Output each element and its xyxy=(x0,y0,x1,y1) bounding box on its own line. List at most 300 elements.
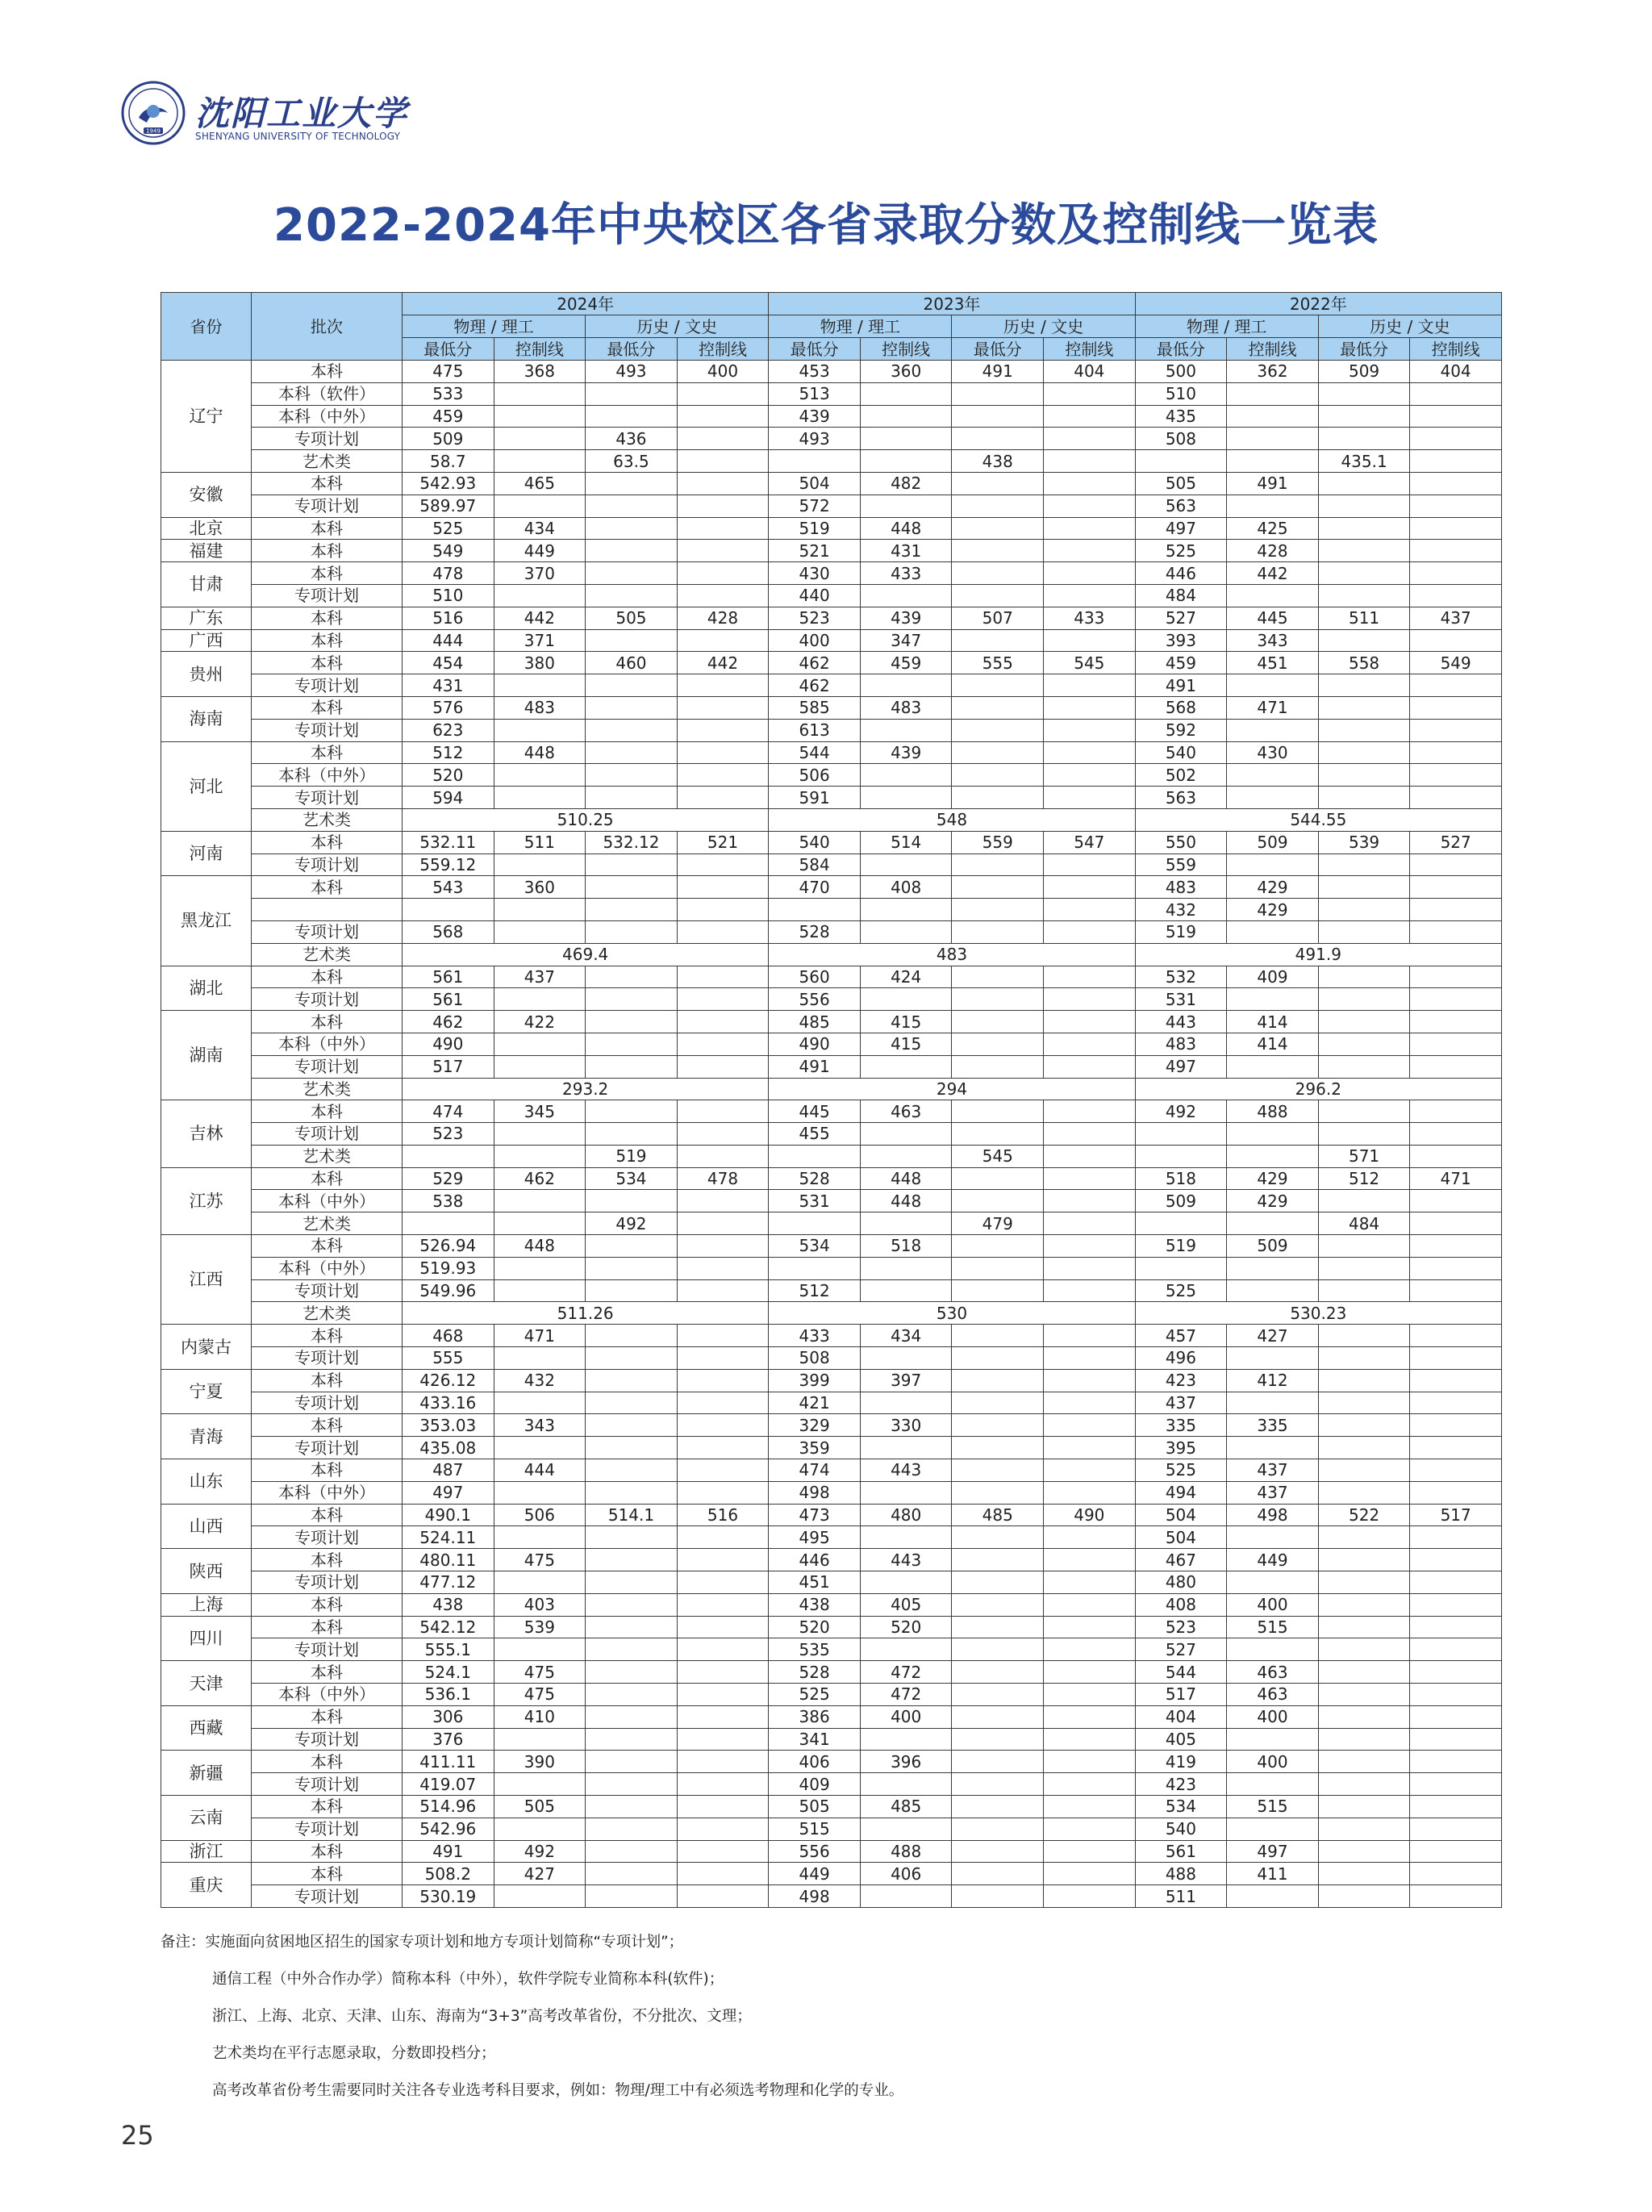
score-cell: 542.96 xyxy=(403,1818,494,1840)
score-cell xyxy=(677,1033,769,1055)
score-cell xyxy=(1318,495,1410,517)
score-cell: 506 xyxy=(769,764,861,787)
score-cell: 459 xyxy=(403,405,494,428)
batch-cell: 本科 xyxy=(252,696,403,719)
score-cell: 525 xyxy=(403,517,494,540)
score-cell: 424 xyxy=(860,966,952,988)
batch-cell: 本科 xyxy=(252,1840,403,1863)
score-cell: 473 xyxy=(769,1504,861,1526)
score-cell: 515 xyxy=(769,1818,861,1840)
score-cell: 519 xyxy=(769,517,861,540)
score-cell: 491 xyxy=(1227,472,1319,495)
score-cell xyxy=(494,853,586,876)
table-row xyxy=(161,1616,1502,1638)
score-cell xyxy=(494,1571,586,1594)
score-cell xyxy=(952,495,1044,517)
score-cell: 457 xyxy=(1135,1325,1227,1347)
score-cell xyxy=(586,1773,678,1796)
score-cell xyxy=(1227,584,1319,607)
score-cell: 502 xyxy=(1135,764,1227,787)
score-cell: 433 xyxy=(769,1325,861,1347)
score-cell xyxy=(1227,674,1319,697)
table-row xyxy=(161,920,1502,943)
score-cell: 472 xyxy=(860,1684,952,1706)
score-cell xyxy=(586,1347,678,1370)
score-cell xyxy=(1318,472,1410,495)
score-cell: 419.07 xyxy=(403,1773,494,1796)
score-cell: 435.08 xyxy=(403,1437,494,1459)
province-cell: 宁夏 xyxy=(161,1369,252,1414)
score-cell: 432 xyxy=(1135,899,1227,921)
score-cell xyxy=(1318,1885,1410,1908)
score-cell: 591 xyxy=(769,787,861,809)
score-cell: 529 xyxy=(403,1167,494,1190)
table-row xyxy=(161,1863,1502,1885)
score-cell: 549.96 xyxy=(403,1279,494,1302)
score-cell xyxy=(1318,405,1410,428)
score-cell: 493 xyxy=(586,361,678,383)
score-cell: 517 xyxy=(1135,1684,1227,1706)
score-cell: 399 xyxy=(769,1369,861,1392)
score-cell: 545 xyxy=(952,1145,1044,1167)
table-row xyxy=(161,1818,1502,1840)
score-cell: 445 xyxy=(769,1100,861,1123)
score-cell: 400 xyxy=(677,361,769,383)
score-cell xyxy=(860,1818,952,1840)
score-cell xyxy=(677,1728,769,1751)
score-cell xyxy=(860,1885,952,1908)
score-cell: 517 xyxy=(1410,1504,1502,1526)
score-cell: 412 xyxy=(1227,1369,1319,1392)
header-track: 物理 / 理工 xyxy=(769,315,952,338)
score-cell xyxy=(1318,517,1410,540)
score-cell: 526.94 xyxy=(403,1235,494,1258)
score-cell xyxy=(1318,1100,1410,1123)
header-col: 控制线 xyxy=(494,338,586,361)
score-cell: 545 xyxy=(1044,652,1136,674)
batch-cell: 本科 xyxy=(252,1325,403,1347)
score-cell xyxy=(952,1325,1044,1347)
score-cell xyxy=(677,1392,769,1414)
batch-cell: 艺术类 xyxy=(252,808,403,831)
score-cell xyxy=(677,1437,769,1459)
score-cell xyxy=(677,1100,769,1123)
score-cell: 556 xyxy=(769,988,861,1011)
score-cell: 498 xyxy=(769,1885,861,1908)
score-cell: 571 xyxy=(1318,1145,1410,1167)
score-cell xyxy=(1227,495,1319,517)
score-cell xyxy=(677,1481,769,1504)
score-cell: 514 xyxy=(860,831,952,853)
score-cell xyxy=(952,1123,1044,1146)
score-cell: 559 xyxy=(952,831,1044,853)
score-cell: 521 xyxy=(769,540,861,562)
score-cell xyxy=(677,1638,769,1661)
score-cell xyxy=(860,584,952,607)
score-cell xyxy=(677,1369,769,1392)
score-cell: 531 xyxy=(1135,988,1227,1011)
score-cell: 475 xyxy=(494,1549,586,1571)
score-cell xyxy=(586,1638,678,1661)
score-cell: 437 xyxy=(1135,1392,1227,1414)
score-cell xyxy=(1044,428,1136,450)
score-cell xyxy=(677,584,769,607)
score-cell xyxy=(1318,1773,1410,1796)
score-cell: 508 xyxy=(769,1347,861,1370)
score-cell xyxy=(952,1638,1044,1661)
score-cell: 430 xyxy=(1227,741,1319,764)
score-cell xyxy=(952,517,1044,540)
score-cell xyxy=(677,787,769,809)
score-cell xyxy=(586,876,678,899)
score-cell: 544 xyxy=(1135,1661,1227,1684)
score-cell xyxy=(1410,1885,1502,1908)
score-cell: 512 xyxy=(769,1279,861,1302)
batch-cell: 本科 xyxy=(252,472,403,495)
score-cell: 543 xyxy=(403,876,494,899)
score-cell: 421 xyxy=(769,1392,861,1414)
score-cell xyxy=(952,1190,1044,1212)
score-cell: 446 xyxy=(1135,562,1227,585)
province-cell: 湖南 xyxy=(161,1011,252,1100)
score-cell xyxy=(677,1863,769,1885)
score-cell xyxy=(586,382,678,405)
score-cell: 509 xyxy=(1135,1190,1227,1212)
score-cell xyxy=(494,1392,586,1414)
score-cell xyxy=(1318,719,1410,741)
table-row xyxy=(161,1325,1502,1347)
score-cell: 471 xyxy=(1227,696,1319,719)
score-cell xyxy=(860,405,952,428)
province-cell: 贵州 xyxy=(161,652,252,697)
score-cell: 428 xyxy=(1227,540,1319,562)
score-cell xyxy=(1044,1257,1136,1279)
score-cell: 563 xyxy=(1135,787,1227,809)
score-cell xyxy=(586,899,678,921)
score-cell xyxy=(586,472,678,495)
score-cell xyxy=(952,764,1044,787)
score-cell: 400 xyxy=(769,629,861,652)
score-cell: 492 xyxy=(586,1212,678,1235)
province-cell: 广西 xyxy=(161,629,252,652)
score-cell xyxy=(494,764,586,787)
score-cell: 442 xyxy=(494,607,586,629)
score-cell: 448 xyxy=(860,517,952,540)
table-row xyxy=(161,472,1502,495)
score-cell xyxy=(1410,584,1502,607)
score-cell xyxy=(1044,584,1136,607)
score-cell: 405 xyxy=(1135,1728,1227,1751)
score-cell xyxy=(1044,1818,1136,1840)
table-row xyxy=(161,1078,1502,1100)
score-cell xyxy=(1410,1481,1502,1504)
batch-cell: 本科 xyxy=(252,562,403,585)
table-row xyxy=(161,607,1502,629)
score-cell: 544 xyxy=(769,741,861,764)
table-row xyxy=(161,1773,1502,1796)
score-cell xyxy=(1044,764,1136,787)
score-cell: 435 xyxy=(1135,405,1227,428)
province-cell: 内蒙古 xyxy=(161,1325,252,1370)
batch-cell: 本科 xyxy=(252,1549,403,1571)
score-cell: 445 xyxy=(1227,607,1319,629)
header-track: 物理 / 理工 xyxy=(403,315,586,338)
score-cell xyxy=(586,495,678,517)
score-cell: 430 xyxy=(769,562,861,585)
score-cell xyxy=(403,899,494,921)
score-cell xyxy=(1044,1392,1136,1414)
score-cell xyxy=(494,450,586,473)
score-cell: 474 xyxy=(403,1100,494,1123)
score-cell xyxy=(1410,495,1502,517)
header-year: 2022年 xyxy=(1135,293,1501,315)
score-cell xyxy=(860,1123,952,1146)
score-cell xyxy=(1318,382,1410,405)
score-cell xyxy=(1410,1145,1502,1167)
score-cell xyxy=(677,540,769,562)
score-cell: 463 xyxy=(1227,1661,1319,1684)
score-cell xyxy=(586,1863,678,1885)
score-cell: 504 xyxy=(1135,1504,1227,1526)
score-cell xyxy=(677,1593,769,1616)
batch-cell: 本科（软件） xyxy=(252,382,403,405)
score-cell xyxy=(860,674,952,697)
score-cell xyxy=(586,1279,678,1302)
table-row xyxy=(161,361,1502,383)
university-seal-icon xyxy=(121,81,186,145)
score-cell xyxy=(952,629,1044,652)
score-cell xyxy=(1318,696,1410,719)
score-cell xyxy=(1044,1481,1136,1504)
score-cell: 510 xyxy=(403,584,494,607)
province-cell: 四川 xyxy=(161,1616,252,1661)
score-cell xyxy=(494,1279,586,1302)
score-cell: 496 xyxy=(1135,1347,1227,1370)
score-cell xyxy=(952,562,1044,585)
table-row xyxy=(161,382,1502,405)
score-cell xyxy=(1410,1033,1502,1055)
batch-cell: 专项计划 xyxy=(252,428,403,450)
score-cell xyxy=(952,1481,1044,1504)
batch-cell: 本科 xyxy=(252,1796,403,1818)
score-cell xyxy=(586,562,678,585)
score-cell: 488 xyxy=(860,1840,952,1863)
batch-cell: 本科 xyxy=(252,1705,403,1728)
score-cell: 443 xyxy=(1135,1011,1227,1033)
batch-cell: 本科 xyxy=(252,1011,403,1033)
score-cell: 490.1 xyxy=(403,1504,494,1526)
score-cell xyxy=(677,1235,769,1258)
score-cell: 535 xyxy=(769,1638,861,1661)
table-row xyxy=(161,876,1502,899)
score-cell: 58.7 xyxy=(403,450,494,473)
score-cell xyxy=(586,517,678,540)
score-cell xyxy=(586,1705,678,1728)
table-row xyxy=(161,1459,1502,1482)
score-cell: 520 xyxy=(769,1616,861,1638)
score-cell xyxy=(403,1145,494,1167)
score-cell: 306 xyxy=(403,1705,494,1728)
score-cell: 406 xyxy=(860,1863,952,1885)
score-cell xyxy=(860,899,952,921)
score-cell xyxy=(1135,1123,1227,1146)
score-cell: 487 xyxy=(403,1459,494,1482)
score-cell: 563 xyxy=(1135,495,1227,517)
score-cell xyxy=(677,1840,769,1863)
merged-score-cell: 544.55 xyxy=(1135,808,1501,831)
score-cell xyxy=(1227,988,1319,1011)
score-cell: 483 xyxy=(494,696,586,719)
score-cell xyxy=(1410,517,1502,540)
score-cell xyxy=(1410,629,1502,652)
score-cell xyxy=(1410,1773,1502,1796)
score-table xyxy=(161,292,1502,1908)
score-cell xyxy=(1135,1257,1227,1279)
score-cell xyxy=(677,382,769,405)
score-cell xyxy=(1410,1818,1502,1840)
score-cell xyxy=(860,382,952,405)
score-cell xyxy=(586,540,678,562)
score-cell xyxy=(1318,920,1410,943)
batch-cell: 本科（中外） xyxy=(252,1257,403,1279)
score-cell xyxy=(860,1347,952,1370)
score-cell xyxy=(677,1684,769,1706)
score-cell: 433 xyxy=(1044,607,1136,629)
score-cell xyxy=(1410,405,1502,428)
batch-cell: 本科 xyxy=(252,361,403,383)
batch-cell: 专项计划 xyxy=(252,1526,403,1549)
score-cell xyxy=(586,1100,678,1123)
score-cell: 488 xyxy=(1135,1863,1227,1885)
score-cell xyxy=(1227,1257,1319,1279)
score-cell xyxy=(677,562,769,585)
score-cell xyxy=(677,1885,769,1908)
merged-score-cell: 511.26 xyxy=(403,1302,769,1325)
province-cell: 山东 xyxy=(161,1459,252,1505)
score-cell: 484 xyxy=(1318,1212,1410,1235)
score-cell: 422 xyxy=(494,1011,586,1033)
score-cell xyxy=(677,1705,769,1728)
score-cell xyxy=(952,1257,1044,1279)
score-cell xyxy=(1227,1638,1319,1661)
score-cell: 411.11 xyxy=(403,1751,494,1773)
table-row xyxy=(161,1347,1502,1370)
score-cell xyxy=(586,1481,678,1504)
score-cell: 427 xyxy=(494,1863,586,1885)
score-cell: 512 xyxy=(403,741,494,764)
score-cell: 509 xyxy=(1227,831,1319,853)
score-cell xyxy=(586,1549,678,1571)
score-cell xyxy=(677,629,769,652)
province-cell: 新疆 xyxy=(161,1751,252,1796)
score-cell xyxy=(1044,540,1136,562)
score-cell xyxy=(1410,1369,1502,1392)
header-year: 2024年 xyxy=(403,293,769,315)
score-cell xyxy=(1318,1616,1410,1638)
score-cell xyxy=(677,405,769,428)
table-row xyxy=(161,450,1502,473)
score-cell xyxy=(1410,696,1502,719)
score-cell xyxy=(677,1011,769,1033)
score-cell: 440 xyxy=(769,584,861,607)
score-cell: 395 xyxy=(1135,1437,1227,1459)
score-cell: 500 xyxy=(1135,361,1227,383)
province-cell: 山西 xyxy=(161,1504,252,1549)
score-cell: 400 xyxy=(1227,1751,1319,1773)
score-cell: 460 xyxy=(586,652,678,674)
province-cell: 江西 xyxy=(161,1235,252,1325)
score-cell: 409 xyxy=(1227,966,1319,988)
batch-cell: 本科 xyxy=(252,1414,403,1437)
score-cell xyxy=(1044,1190,1136,1212)
score-cell: 409 xyxy=(769,1773,861,1796)
score-cell: 555 xyxy=(403,1347,494,1370)
score-cell xyxy=(1410,1190,1502,1212)
score-cell: 527 xyxy=(1135,1638,1227,1661)
score-cell xyxy=(677,1055,769,1078)
table-row xyxy=(161,1437,1502,1459)
score-cell xyxy=(1227,1437,1319,1459)
score-cell: 555.1 xyxy=(403,1638,494,1661)
score-cell: 561 xyxy=(403,988,494,1011)
table-row xyxy=(161,1123,1502,1146)
score-cell xyxy=(1410,1661,1502,1684)
score-cell: 559.12 xyxy=(403,853,494,876)
score-cell: 491 xyxy=(769,1055,861,1078)
score-cell xyxy=(1227,1885,1319,1908)
score-cell xyxy=(586,719,678,741)
table-row xyxy=(161,1369,1502,1392)
score-cell xyxy=(1044,1796,1136,1818)
score-cell: 534 xyxy=(769,1235,861,1258)
score-cell: 515 xyxy=(1227,1616,1319,1638)
header-track: 历史 / 文史 xyxy=(952,315,1135,338)
score-cell: 549 xyxy=(1410,652,1502,674)
score-cell: 429 xyxy=(1227,1190,1319,1212)
score-cell xyxy=(1227,719,1319,741)
score-cell xyxy=(1044,1571,1136,1594)
score-cell xyxy=(586,629,678,652)
score-cell xyxy=(1410,764,1502,787)
score-cell xyxy=(586,1885,678,1908)
merged-score-cell: 530 xyxy=(769,1302,1135,1325)
score-cell xyxy=(1318,1437,1410,1459)
score-cell: 448 xyxy=(860,1167,952,1190)
score-cell xyxy=(494,988,586,1011)
province-cell: 河北 xyxy=(161,741,252,831)
score-cell: 410 xyxy=(494,1705,586,1728)
score-cell xyxy=(1044,899,1136,921)
score-cell: 524.1 xyxy=(403,1661,494,1684)
score-cell xyxy=(1044,1526,1136,1549)
score-cell: 540 xyxy=(769,831,861,853)
score-cell: 335 xyxy=(1135,1414,1227,1437)
score-cell xyxy=(1410,674,1502,697)
table-row xyxy=(161,428,1502,450)
score-cell: 540 xyxy=(1135,1818,1227,1840)
score-cell xyxy=(1044,719,1136,741)
score-cell: 490 xyxy=(769,1033,861,1055)
score-cell xyxy=(677,1549,769,1571)
score-cell xyxy=(952,405,1044,428)
score-cell xyxy=(1044,787,1136,809)
score-cell xyxy=(952,1167,1044,1190)
batch-cell: 专项计划 xyxy=(252,1728,403,1751)
score-cell xyxy=(1318,1392,1410,1414)
score-cell xyxy=(1044,876,1136,899)
score-cell: 345 xyxy=(494,1100,586,1123)
header-col: 控制线 xyxy=(677,338,769,361)
